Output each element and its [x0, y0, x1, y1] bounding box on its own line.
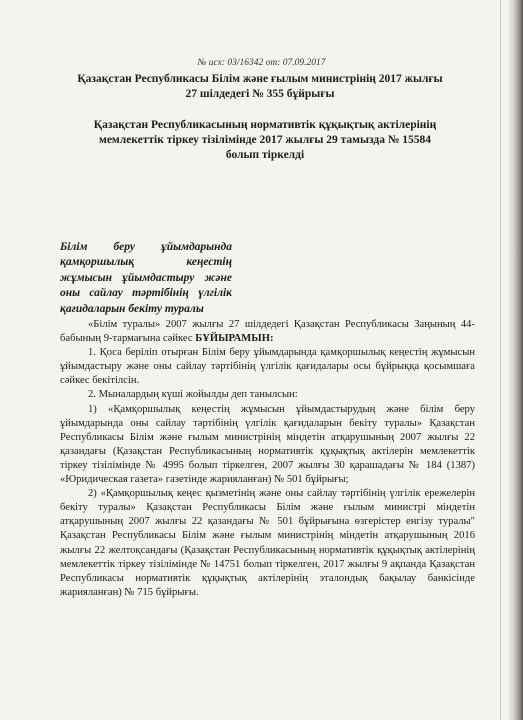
- paragraph-2: 2. Мыналардың күші жойылды деп танылсын:: [88, 389, 298, 401]
- order-title: [60, 72, 460, 102]
- decree-word: БҰЙЫРАМЫН:: [195, 333, 274, 345]
- preamble-text: «Білім туралы» 2007 жылғы 27 шілдедегі Қазақстан Республикасы Заңының 44-бабының 9-тармағына сәйкес: [60, 319, 475, 345]
- paragraph-2-item-1: 1) «Қамқоршылық кеңестің жұмысын ұйымдастырудың және білім беру ұйымдарында оны сайлау тәртібінің үлгілік қағидаларын бекіту туралы» Қазақстан Республикасы Білім және ғылым министрінің міндетін атқарушының 2007 жылғы 22 қазандағы (Қазақстан Республикасының нормативтік құқықтық актілерін мемлекеттік тіркеу тізілімінде № 4995 болып тіркелген, 2007 жылғы 30 қарашадағы № 184 (1387) «Юридическая газета» газетінде жарияланған) № 501 бұйрығы;: [60, 403, 475, 486]
- registration-line: Қазақстан Республикасының нормативтік құқықтық актілерінің: [93, 119, 437, 131]
- scan-shadow-line: [500, 0, 501, 720]
- paragraph-2-item-2: 2) «Қамқоршылық кеңес қызметінің және оны сайлау тәртібінің үлгілік ережелерін бекіту туралы» Қазақстан Республикасы Білім және ғылым министрі міндетін атқарушының 2007 жылғы 22 қазандағы № 501 бұйрығына өзгерістер енгізу туралы" Қазақстан Республикасы Білім және ғылым министрінің міндетін атқарушының 2016 жылғы 22 желтоқсандағы (Қазақстан Республикасының нормативтік құқықтық актілерінің мемлекеттік тіркеу тізілімінде № 14751 болып тіркелген, 2017 жылғы 9 ақпанда Қазақстан Республикасы нормативтік құқықтық актілерінің эталондық бақылау банкісінде жарияланған) № 715 бұйрығы.: [60, 488, 475, 598]
- outgoing-number: № исх: 03/16342 от: 07.09.2017: [197, 58, 326, 68]
- order-body: [60, 318, 475, 600]
- order-title-line: Қазақстан Республикасы Білім және ғылым министрінің 2017 жылғы: [77, 73, 443, 85]
- preamble-paragraph: [60, 318, 475, 346]
- registration-line: мемлекеттік тіркеу тізілімінде 2017 жылғы 29 тамызда № 15584: [98, 134, 432, 146]
- scan-page-edge: [507, 0, 523, 720]
- registration-line: болып тіркелді: [225, 149, 305, 161]
- paragraph-1: 1. Қоса беріліп отырған Білім беру ұйымдарында қамқоршылық кеңестің жұмысын ұйымдастыру және оны сайлау тәртібінің үлгілік қағидалары осы бұйрыққа қосымшаға сәйкес бекітілсін.: [60, 347, 475, 387]
- order-title-line: 27 шілдедегі № 355 бұйрығы: [185, 88, 335, 100]
- order-subject: Білім беру ұйымдарында қамқоршылық кеңестің жұмысын ұйымдастыру және оны сайлау тәртібінің үлгілік қағидаларын бекіту туралы: [60, 241, 232, 315]
- registration-note: [60, 118, 470, 163]
